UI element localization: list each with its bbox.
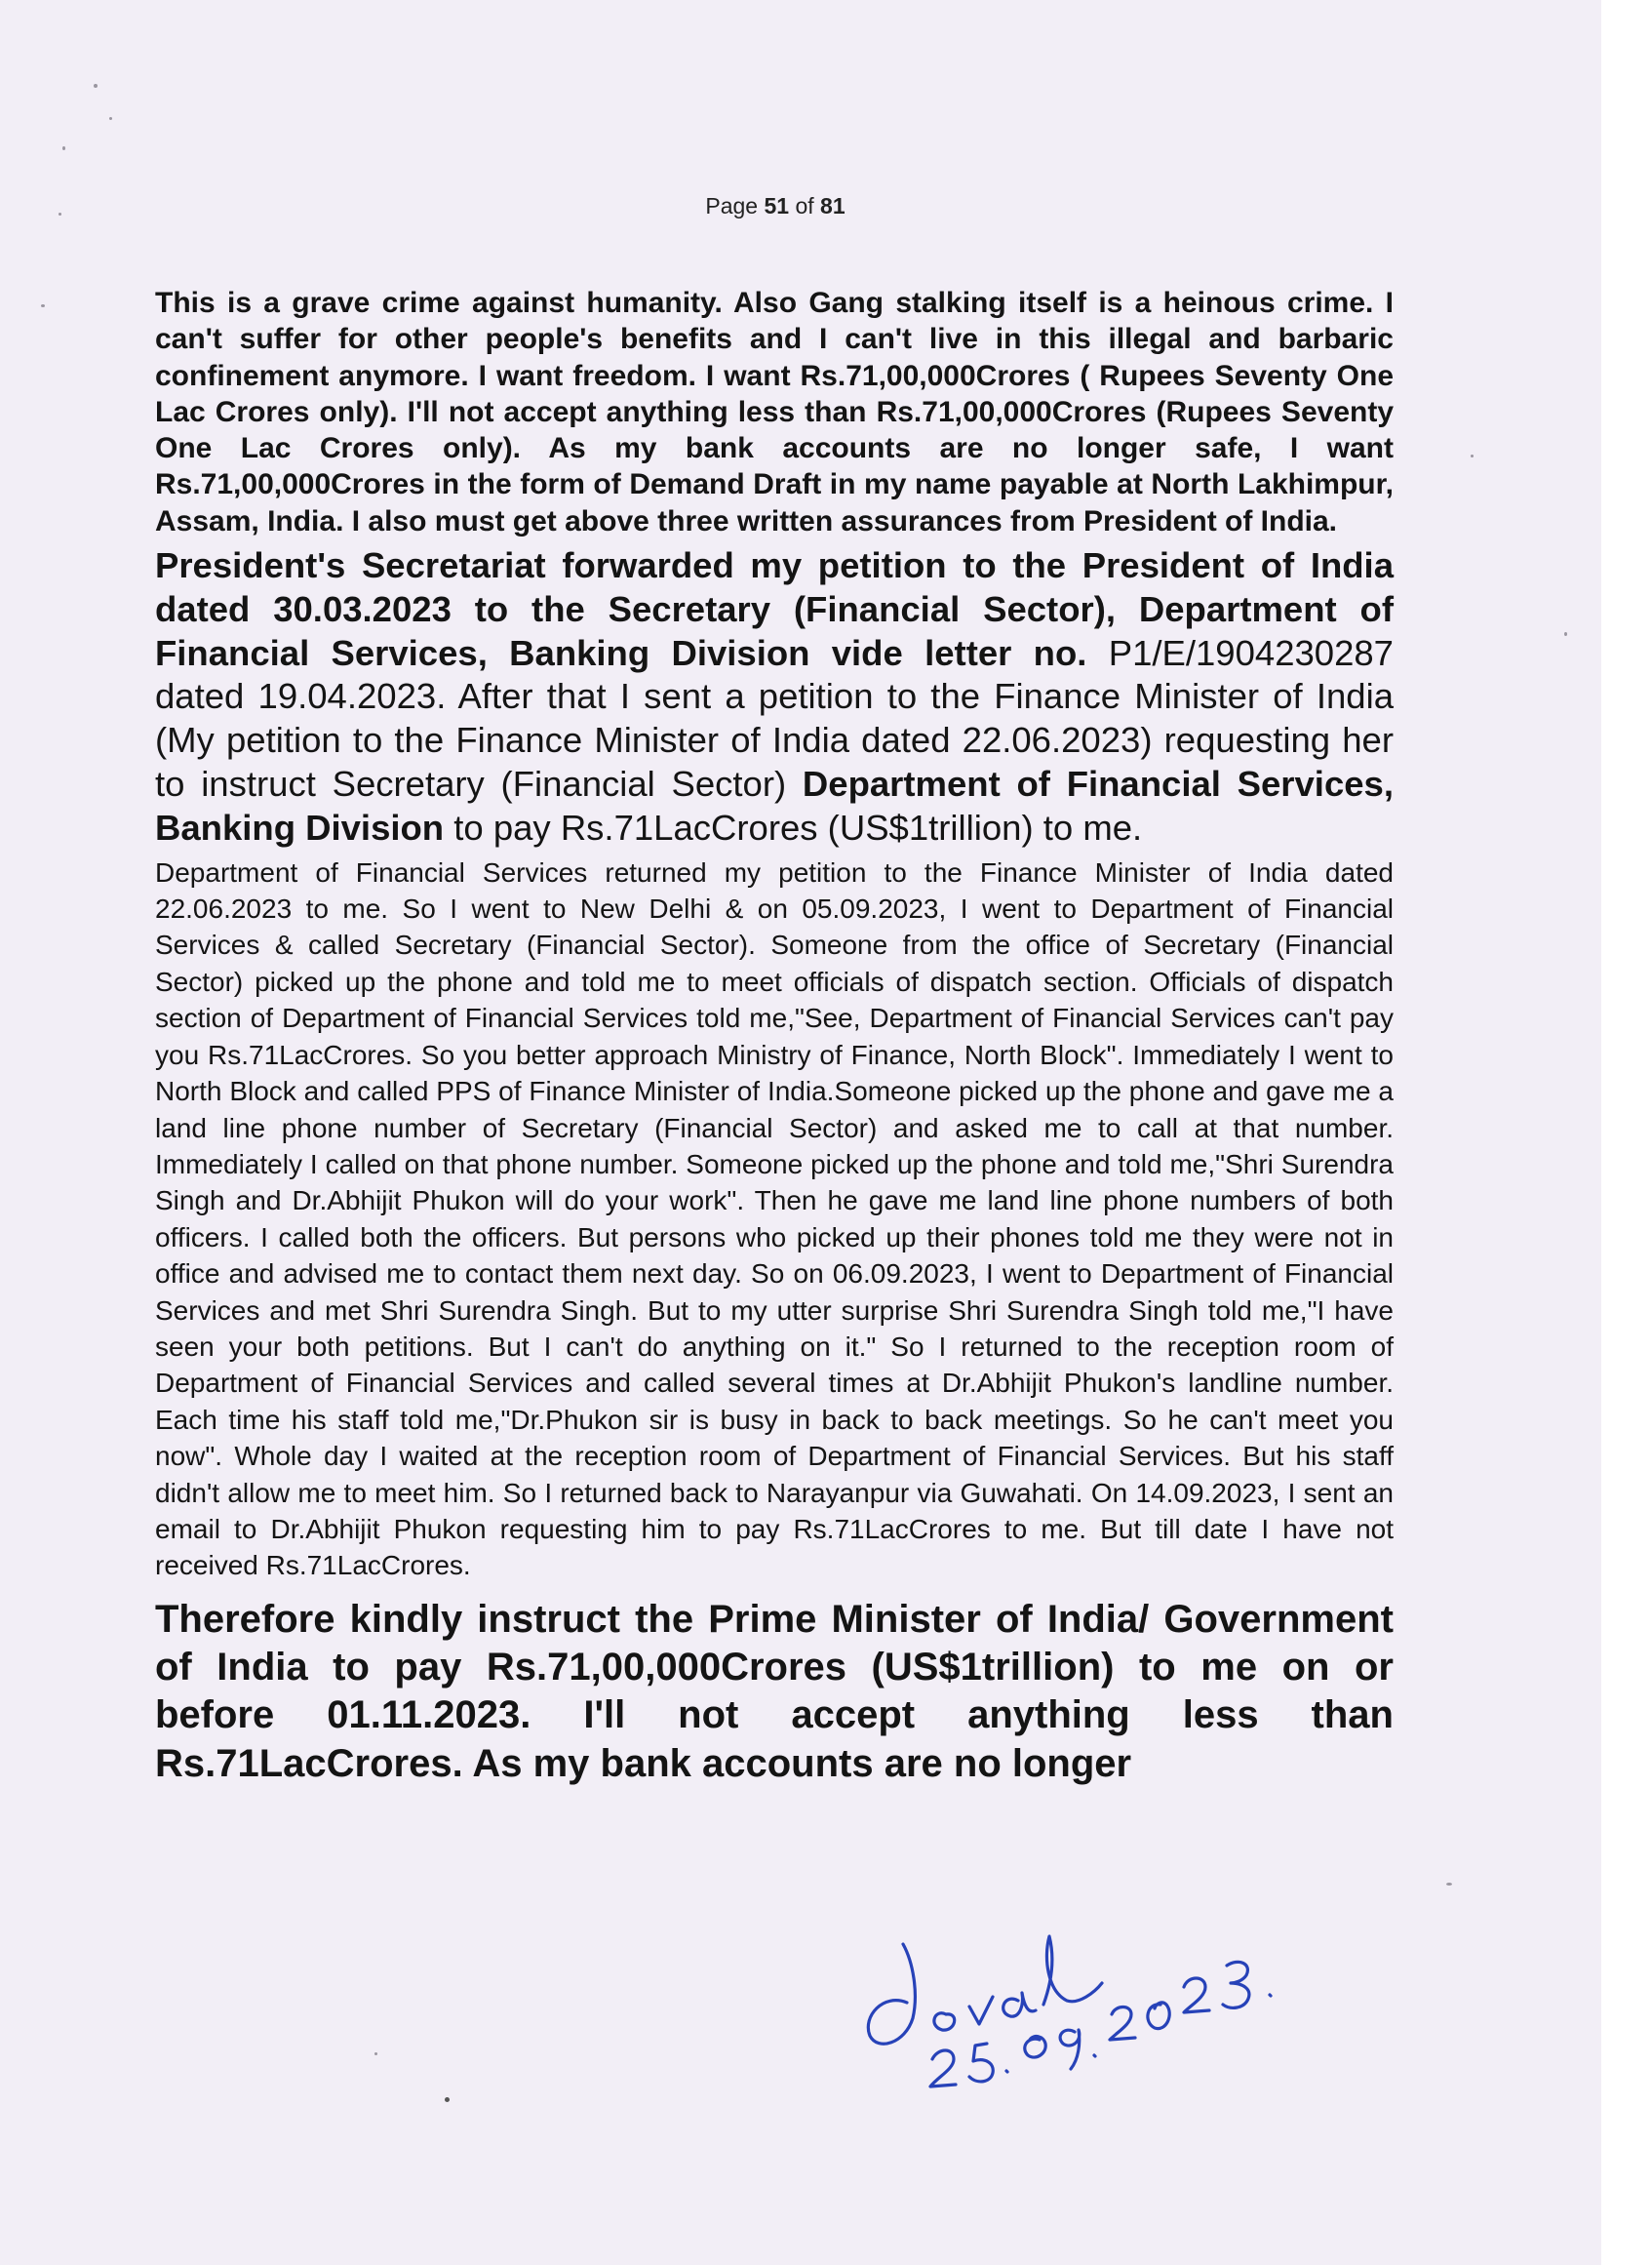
scan-speck	[374, 2052, 377, 2055]
letter-body	[155, 285, 1394, 1788]
handwritten-signature	[848, 1868, 1317, 2141]
scan-speck	[94, 84, 98, 88]
scan-speck	[1564, 632, 1567, 636]
scan-speck	[109, 117, 112, 120]
paragraph-petition-history: President's Secretariat forwarded my petition to the President of India dated 30.03.2023 to the Secretary (Financial Sector), Department of Financial Services, Banking Division vide letter no. P1/E/1904230287 dated 19.04.2023. After that I sent a petition to the Finance Minister of India (My petition to the Finance Minister of India dated 22.06.2023) requesting her to instruct Secretary (Financial Sector) Department of Financial Services, Banking Division to pay Rs.71LacCrores (US$1trillion) to me.	[155, 545, 1394, 848]
scan-speck	[445, 2097, 450, 2102]
scan-speck	[41, 304, 45, 307]
paragraph-demand: This is a grave crime against humanity. Also Gang stalking itself is a heinous crime. I can't suffer for other people's benefits and I can't live in this illegal and barbaric confinement anymore. I want freedom. I want Rs.71,00,000Crores ( Rupees Seventy One Lac Crores only). I'll not accept anything less than Rs.71,00,000Crores (Rupees Seventy One Lac Crores only). As my bank accounts are no longer safe, I want Rs.71,00,000Crores in the form of Demand Draft in my name payable at North Lakhimpur, Assam, India. I also must get above three written assurances from President of India.	[155, 287, 1394, 537]
scan-speck	[62, 146, 65, 150]
scan-edge-strip	[1601, 0, 1652, 2265]
paragraph-request: Therefore kindly instruct the Prime Minister of India/ Government of India to pay Rs.71,00,000Crores (US$1trillion) to me on or before 01.11.2023. I'll not accept anything less than Rs.71LacCrores. As my bank accounts are no longer	[155, 1597, 1394, 1785]
page-number: Page 51 of 81	[705, 193, 846, 219]
paragraph-delhi-visit: Department of Financial Services returned my petition to the Finance Minister of India dated 22.06.2023 to me. So I went to New Delhi & on 05.09.2023, I went to Department of Financial Services & called Secretary (Financial Sector). Someone from the office of Secretary (Financial Sector) picked up the phone and told me to meet officials of dispatch section. Officials of dispatch section of Department of Financial Services told me,"See, Department of Financial Services can't pay you Rs.71LacCrores. So you better approach Ministry of Finance, North Block". Immediately I went to North Block and called PPS of Finance Minister of India.Someone picked up the phone and gave me a land line phone number of Secretary (Financial Sector) and asked me to call at that number. Immediately I called on that phone number. Someone picked up the phone and told me,"Shri Surendra Singh and Dr.Abhijit Phukon will do your work". Then he gave me land line phone numbers of both officers. I called both the officers. But persons who picked up their phones told me they were not in office and advised me to contact them next day. So on 06.09.2023, I went to Department of Financial Services and met Shri Surendra Singh. But to my utter surprise Shri Surendra Singh told me,"I have seen your both petitions. But I can't do anything on it." So I returned to the reception room of Department of Financial Services and called several times at Dr.Abhijit Phukon's landline number. Each time his staff told me,"Dr.Phukon sir is busy in back to back meetings. So he can't meet you now". Whole day I waited at the reception room of Department of Financial Services. But his staff didn't allow me to meet him. So I returned back to Narayanpur via Guwahati. On 14.09.2023, I sent an email to Dr.Abhijit Phukon requesting him to pay Rs.71LacCrores to me. But till date I have not received Rs.71LacCrores.	[155, 856, 1394, 1581]
scan-speck	[1446, 1883, 1452, 1886]
scan-speck	[1471, 455, 1474, 457]
